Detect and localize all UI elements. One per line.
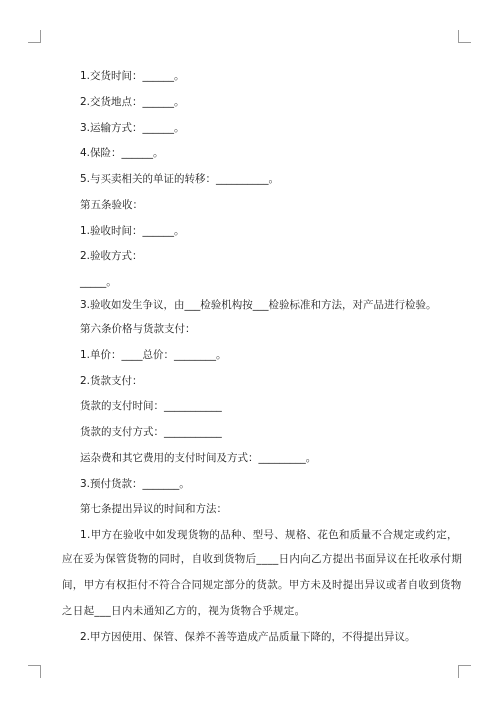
page-corner-top-left xyxy=(28,30,41,43)
article-6-heading: 第六条价格与货款支付： xyxy=(80,323,196,335)
advance-payment-line: 3.预付货款：_______。 xyxy=(80,478,190,490)
page-corner-top-right xyxy=(458,30,471,43)
payment-method-line: 货款的支付方式：___________ xyxy=(80,426,222,438)
page-corner-bottom-left xyxy=(28,665,41,678)
payment-time-line: 货款的支付时间：___________ xyxy=(80,400,222,412)
article-5-heading: 第五条验收： xyxy=(80,199,143,211)
objection-clause-line-3: 间，甲方有权拒付不符合合同规定部分的货款。甲方未及时提出异议或者自收到货物 xyxy=(62,579,462,591)
delivery-place-line: 2.交货地点：______。 xyxy=(80,96,185,108)
page-corner-bottom-right xyxy=(458,665,471,678)
freight-payment-line: 运杂费和其它费用的支付时间及方式：_________。 xyxy=(80,452,317,464)
unit-price-line: 1.单价：____总价：________。 xyxy=(80,349,227,361)
transport-method-line: 3.运输方式：______。 xyxy=(80,122,185,134)
inspection-dispute-line: 3.验收如发生争议，由___检验机构按___检验标准和方法，对产品进行检验。 xyxy=(80,299,437,311)
document-transfer-line: 5.与买卖相关的单证的转移：__________。 xyxy=(80,173,280,185)
inspection-method-blank: _____。 xyxy=(80,276,117,288)
objection-clause-line-4: 之日起___日内未通知乙方的，视为货物合乎规定。 xyxy=(62,605,306,617)
article-7-heading: 第七条提出异议的时间和方法： xyxy=(80,503,227,515)
payment-heading: 2.货款支付： xyxy=(80,375,143,387)
insurance-line: 4.保险：______。 xyxy=(80,147,164,159)
quality-decline-clause: 2.甲方因使用、保管、保养不善等造成产品质量下降的，不得提出异议。 xyxy=(80,631,416,643)
objection-clause-line-2: 应在妥为保管货物的同时，自收到货物后____日内向乙方提出书面异议在托收承付期 xyxy=(62,553,463,565)
inspection-time-line: 1.验收时间：______。 xyxy=(80,225,185,237)
delivery-time-line: 1.交货时间：______。 xyxy=(80,70,185,82)
objection-clause-line-1: 1.甲方在验收中如发现货物的品种、型号、规格、花色和质量不合规定或约定， xyxy=(80,529,458,541)
inspection-method-line: 2.验收方式： xyxy=(80,250,143,262)
